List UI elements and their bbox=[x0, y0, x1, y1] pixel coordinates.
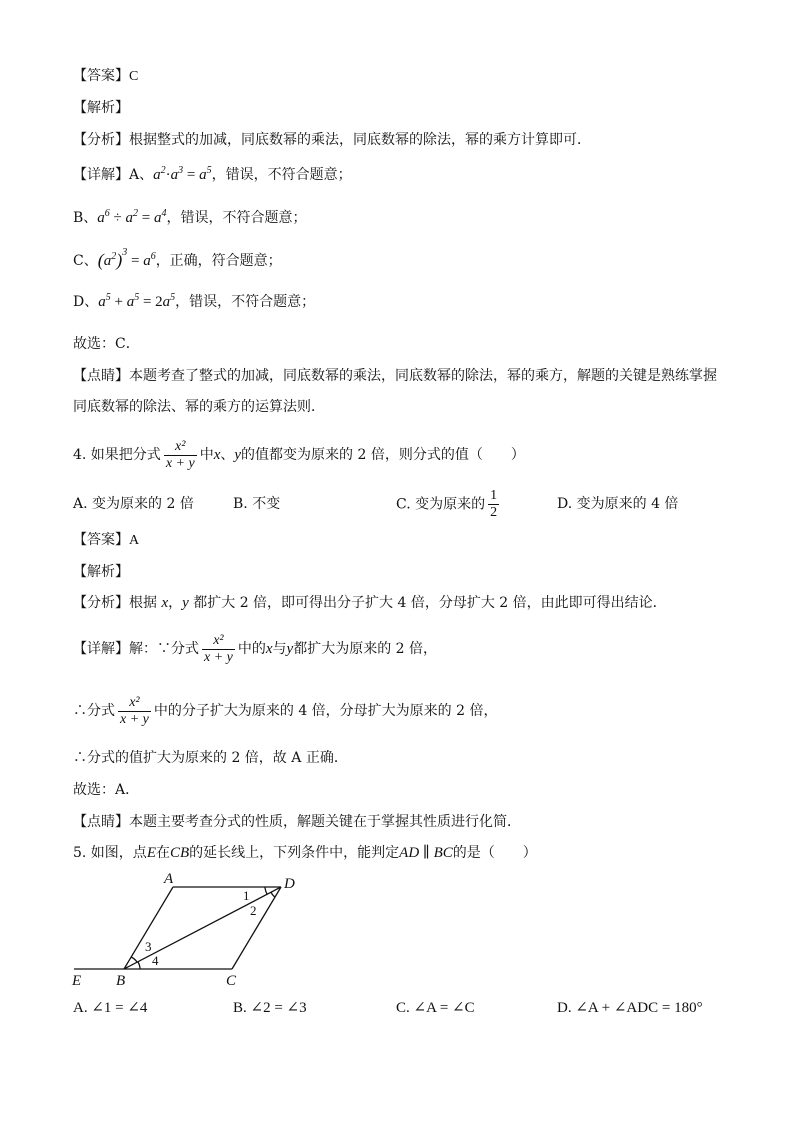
q3-detail-b-line bbox=[73, 208, 307, 228]
q4-comma: 、 bbox=[220, 447, 235, 463]
q4-option-b: B. 不变 bbox=[233, 496, 281, 512]
q3-answer-tag: 【答案】 bbox=[73, 68, 129, 84]
q3-answer-value: C bbox=[129, 69, 139, 84]
q3-detail-a-line bbox=[73, 165, 352, 185]
q4-dianjing-line: 【点睛】本题主要考查分式的性质，解题关键在于掌握其性质进行化简． bbox=[73, 814, 521, 830]
segment-bd bbox=[124, 887, 281, 969]
q4-answer-value: A bbox=[129, 533, 140, 548]
q4-var-y: y bbox=[234, 447, 242, 463]
q4-option-c: C. 变为原来的 $\frac{1}{2}$ bbox=[396, 488, 498, 520]
q4-therefore-line-2: ∴分式的值扩大为原来的 2 倍，故 A 正确． bbox=[73, 750, 348, 766]
q4-stem-post: 的值都变为原来的 2 倍，则分式的值（ ） bbox=[241, 447, 525, 463]
q4-fenxi-line: 【分析】根据 x，y 都扩大 2 倍，即可得出分子扩大 4 倍，分母扩大 2 倍，由此即可得出结论． bbox=[73, 595, 667, 611]
q3-dianjing-text-2: 同底数幂的除法、幂的乘方的运算法则． bbox=[73, 399, 325, 415]
q3-detail-d-line bbox=[73, 292, 315, 312]
q4-detail-line: 【详解】解：∵分式 $\frac{\text{x²}}{x + y}$ 中的x与y都扩大为原来的 2 倍， bbox=[73, 632, 438, 665]
q3-a-result: ，错误，不符合题意； bbox=[211, 167, 352, 183]
label-b: B bbox=[116, 973, 126, 989]
q3-choose: 故选：C． bbox=[73, 336, 140, 352]
angle-4-arc bbox=[138, 962, 140, 969]
q5-stem: 5. 如图，点E在CB的延长线上，下列条件中，能判定AD ∥ BC的是（ ） bbox=[73, 845, 537, 861]
q3-d-expr: $a^5 + a^5 = 2a^5$ bbox=[98, 292, 176, 310]
q3-fenxi-text: 根据整式的加减，同底数幂的乘法，同底数幂的除法，幂的乘方计算即可． bbox=[129, 132, 591, 148]
angle-2-arc bbox=[271, 892, 275, 897]
q3-a-prefix: A、 bbox=[129, 167, 154, 183]
q3-dianjing-line-1 bbox=[73, 366, 717, 386]
q4-stem bbox=[73, 438, 525, 472]
q3-dianjing-text-1: 本题考查了整式的加减，同底数幂的乘法，同底数幂的除法，幂的乘方，解题的关键是熟练掌握 bbox=[129, 368, 717, 384]
angle-label-3: 3 bbox=[145, 939, 152, 954]
label-c: C bbox=[226, 973, 237, 989]
q4-dianjing-tag: 【点睛】 bbox=[73, 814, 129, 830]
q4-option-a: A. 变为原来的 2 倍 bbox=[73, 496, 194, 512]
q3-detail-tag: 【详解】 bbox=[73, 167, 129, 183]
q4-stem-fraction: $\frac{\text{x²}}{x + y}$ bbox=[165, 438, 195, 471]
q3-b-prefix: B、 bbox=[73, 210, 98, 226]
q3-b-result: ，错误，不符合题意； bbox=[166, 210, 307, 226]
angle-3-arc bbox=[131, 957, 137, 962]
angle-label-1: 1 bbox=[243, 888, 250, 903]
q5-parallelogram-figure bbox=[60, 866, 320, 992]
angle-label-4: 4 bbox=[152, 953, 159, 968]
q4-detail-tag: 【详解】 bbox=[73, 641, 129, 657]
q4-detail-fraction: $\frac{\text{x²}}{x + y}$ bbox=[204, 632, 233, 665]
angle-1-arc bbox=[265, 887, 267, 894]
q4-answer-line bbox=[73, 530, 139, 551]
q3-answer-line bbox=[73, 66, 138, 87]
q3-fenxi-tag: 【分析】 bbox=[73, 132, 129, 148]
q3-analysis-tag: 【解析】 bbox=[73, 100, 129, 116]
q5-option-b: B. ∠2 = ∠3 bbox=[233, 1000, 307, 1016]
q5-option-c: C. ∠A = ∠C bbox=[396, 1000, 475, 1016]
q3-c-result: ，正确，符合题意； bbox=[155, 253, 282, 269]
q4-answer-tag: 【答案】 bbox=[73, 532, 129, 548]
q4-choose: 故选：A． bbox=[73, 782, 140, 798]
q4-stem-mid: 中 bbox=[199, 447, 214, 463]
q4-fenxi-tag: 【分析】 bbox=[73, 595, 129, 611]
q4-therefore-line-1: ∴分式 $\frac{\text{x²}}{x + y}$ 中的分子扩大为原来的 4 倍，分母扩大为原来的 2 倍， bbox=[73, 694, 498, 727]
q4-stem-pre: 4. 如果把分式 bbox=[73, 447, 161, 463]
q5-option-a: A. ∠1 = ∠4 bbox=[73, 1000, 148, 1016]
label-e: E bbox=[72, 973, 82, 989]
q3-a-expr: $a^2\cdot a^3 = a^5$ bbox=[153, 165, 212, 183]
q4-analysis-tag: 【解析】 bbox=[73, 564, 129, 580]
q4-option-c-fraction: $\frac{1}{2}$ bbox=[490, 488, 498, 520]
q3-c-prefix: C、 bbox=[73, 253, 98, 269]
q4-option-d: D. 变为原来的 4 倍 bbox=[557, 496, 679, 512]
label-d: D bbox=[284, 876, 295, 892]
q3-c-expr: $(a^2)^3 = a^6$ bbox=[97, 247, 156, 270]
q5-option-d: D. ∠A + ∠ADC = 180° bbox=[557, 1000, 703, 1016]
q3-detail-c-line bbox=[73, 247, 282, 271]
q3-d-prefix: D、 bbox=[73, 294, 99, 310]
q3-fenxi-line bbox=[73, 130, 591, 150]
q3-dianjing-tag: 【点睛】 bbox=[73, 368, 129, 384]
angle-label-2: 2 bbox=[250, 903, 257, 918]
label-a: A bbox=[164, 871, 174, 887]
q4-therefore-fraction: $\frac{\text{x²}}{x + y}$ bbox=[120, 694, 149, 727]
q3-d-result: ，错误，不符合题意； bbox=[175, 294, 316, 310]
q3-b-expr: $a^6 \div a^2 = a^4$ bbox=[97, 208, 167, 226]
q4-var-x: x bbox=[213, 447, 221, 463]
